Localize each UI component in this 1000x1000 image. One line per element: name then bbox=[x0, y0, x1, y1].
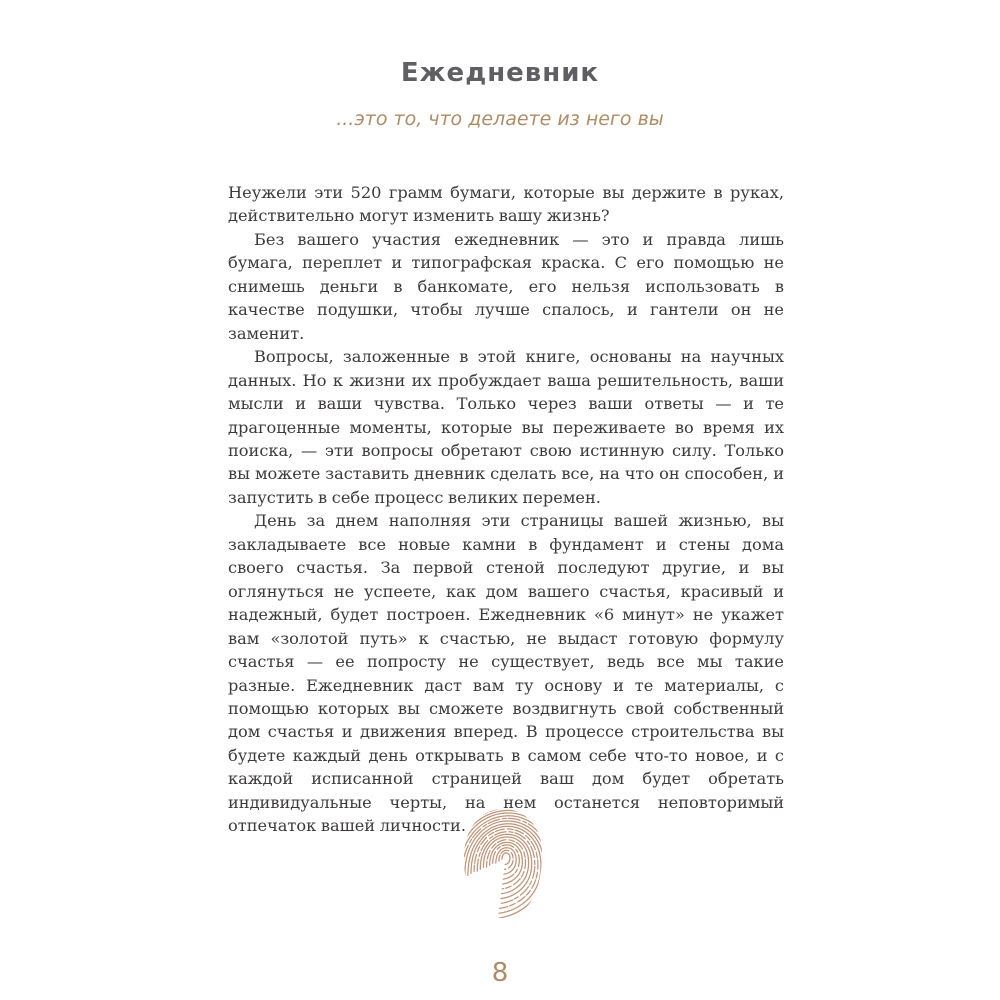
body-text bbox=[228, 181, 784, 838]
fingerprint-icon bbox=[462, 807, 544, 919]
fingerprint-ridge bbox=[502, 853, 510, 865]
page-subtitle: ...это то, что делаете из него вы bbox=[336, 108, 664, 130]
page-number: 8 bbox=[491, 958, 509, 988]
fingerprint-ridge bbox=[490, 842, 523, 884]
paragraph-1: Неужели эти 520 грамм бумаги, которые вы держите в руках, действительно могут изменить вашу жизнь? bbox=[228, 183, 784, 226]
paragraph-2: Без вашего участия ежедневник — это и правда лишь бумага, переплет и типографская краска. С его помощью не снимешь деньги в банкомате, его нельзя использовать в качестве подушки, чтобы лучше спалось, и гантели он не заменит. bbox=[228, 229, 784, 343]
page-title: Ежедневник bbox=[400, 58, 600, 88]
fingerprint-ridge bbox=[480, 834, 531, 898]
paragraph-4: День за днем наполняя эти страницы вашей жизнью, вы закладываете все новые камни в фундамент и стены дома своего счастья. За первой стеной последуют другие, и вы оглянуться не успеете, как дом вашего счастья, красивый и надежный, будет построен. Ежедневник «6 минут» не укажет вам «золотой путь» к счастью, не выдаст готовую формулу счастья — ее попросту не существует, ведь все мы такие разные. Ежедневник даст вам ту основу и те материалы, с помощью которых вы сможете воздвигнуть свой собственный дом счастья и движения вперед. В процессе строительства вы будете каждый день открывать в самом себе что-то новое, и с каждой исписанной страницей ваш дом будет обретать индивидуальные черты, на нем останется неповторимый отпечаток вашей личности. bbox=[228, 511, 784, 836]
paragraph-3: Вопросы, заложенные в этой книге, основаны на научных данных. Но к жизни их пробуждает ваша решительность, ваши мысли и ваши чувства. Только через ваши ответы — и те драгоценные моменты, которые вы переживаете во время их поиска, — эти вопросы обретают свою истинную силу. Только вы можете заставить дневник сделать все, на что он способен, и запустить в себе процесс великих перемен. bbox=[228, 347, 784, 507]
